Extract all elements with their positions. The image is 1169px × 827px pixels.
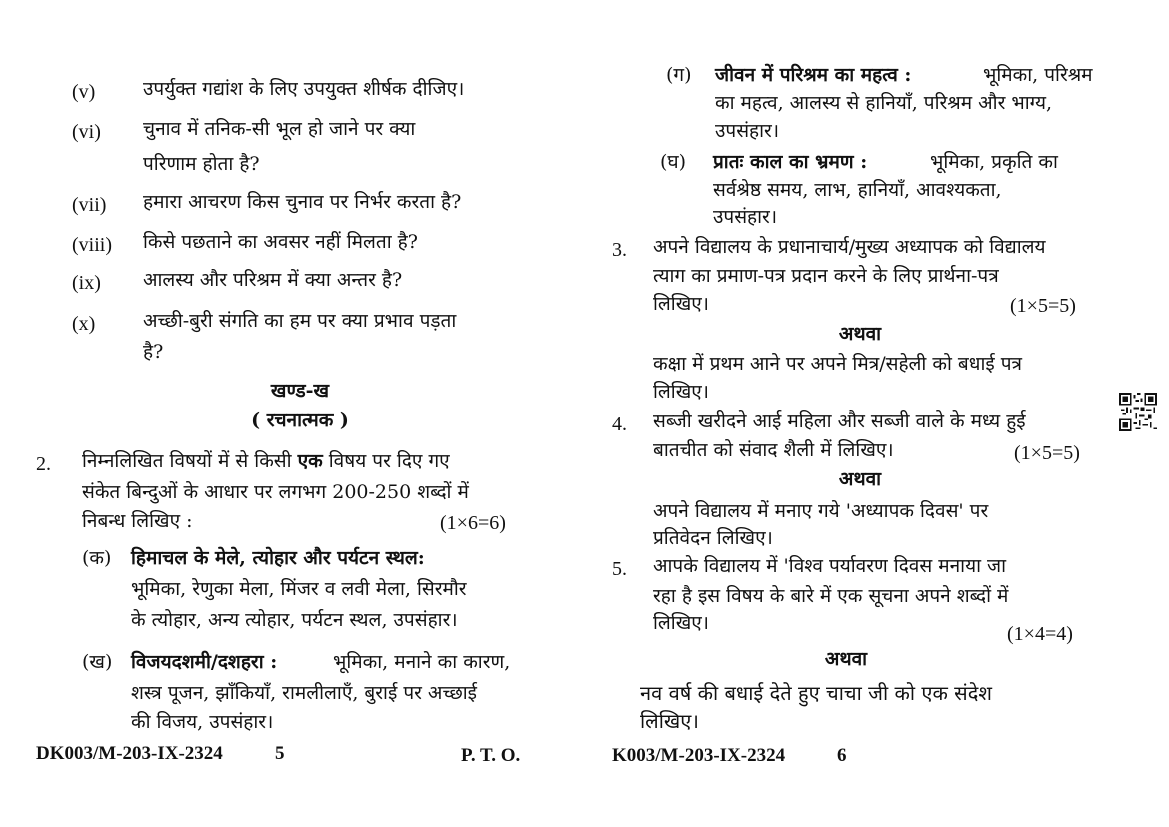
q4-alt-line-1: अपने विद्यालय में मनाए गये 'अध्यापक दिवस' पर [653, 500, 989, 522]
opt-gha-line-3: उपसंहार। [713, 206, 778, 228]
opt-ka-heading: हिमाचल के मेले, त्योहार और पर्यटन स्थल: [131, 547, 425, 569]
opt-kha-line-2: शस्त्र पूजन, झाँकियाँ, रामलीलाएँ, बुराई पर अच्छाई [131, 682, 478, 704]
q-label-viii: (viii) [72, 234, 112, 256]
or-label-1: अथवा [838, 323, 882, 345]
q-text-x-2: है? [143, 341, 164, 363]
opt-ga-line-1: भूमिका, परिश्रम [983, 64, 1093, 86]
q-text-vii: हमारा आचरण किस चुनाव पर निर्भर करता है? [143, 191, 462, 213]
q3-line-1: अपने विद्यालय के प्रधानाचार्य/मुख्य अध्यापक को विद्यालय [653, 236, 1046, 258]
q3-line-3: लिखिए। [653, 293, 709, 315]
q4-line-1: सब्जी खरीदने आई महिला और सब्जी वाले के मध्य हुई [653, 410, 1026, 432]
right-footer-page: 6 [837, 745, 847, 766]
q4-alt-line-2: प्रतिवेदन लिखिए। [653, 527, 773, 549]
q3-marks: (1×5=5) [1010, 295, 1076, 317]
opt-kha-line-1: भूमिका, मनाने का कारण, [333, 651, 511, 673]
q-text-v: उपर्युक्त गद्यांश के लिए उपयुक्त शीर्षक दीजिए। [143, 78, 465, 100]
q2-line-1: निम्नलिखित विषयों में से किसी एक विषय पर दिए गए [82, 450, 450, 472]
q-text-ix: आलस्य और परिश्रम में क्या अन्तर है? [143, 269, 403, 291]
opt-ga-heading: जीवन में परिश्रम का महत्व : [715, 64, 912, 86]
q2-line-2: संकेत बिन्दुओं के आधार पर लगभग 200-250 शब्दों में [82, 481, 469, 503]
q5-marks: (1×4=4) [1007, 623, 1073, 645]
q3-alt-line-2: लिखिए। [653, 381, 709, 403]
q-text-viii: किसे पछताने का अवसर नहीं मिलता है? [143, 231, 418, 253]
q4-marks: (1×5=5) [1014, 442, 1080, 464]
q5-alt-line-1: नव वर्ष की बधाई देते हुए चाचा जी को एक संदेश [640, 681, 992, 705]
opt-kha-line-3: की विजय, उपसंहार। [131, 711, 274, 733]
left-footer-page: 5 [275, 743, 285, 764]
section-subtitle: ( रचनात्मक ) [251, 409, 349, 431]
q5-line-1: आपके विद्यालय में 'विश्व पर्यावरण दिवस मनाया जा [653, 555, 1007, 577]
q3-line-2: त्याग का प्रमाण-पत्र प्रदान करने के लिए प्रार्थना-पत्र [653, 265, 999, 287]
opt-ka-label: (क) [82, 547, 112, 569]
q3-alt-line-1: कक्षा में प्रथम आने पर अपने मित्र/सहेली को बधाई पत्र [653, 353, 1023, 375]
opt-gha-line-1: भूमिका, प्रकृति का [930, 151, 1058, 173]
q3-number: 3. [612, 239, 627, 261]
qr-code-icon [1119, 393, 1157, 431]
opt-kha-label: (ख) [82, 651, 113, 673]
opt-ga-label: (ग) [666, 64, 692, 86]
opt-ga-line-3: उपसंहार। [715, 120, 780, 142]
q5-line-3: लिखिए। [653, 612, 709, 634]
q-label-v: (v) [72, 81, 96, 103]
left-footer-pto: P. T. O. [461, 745, 521, 766]
opt-ga-line-2: का महत्व, आलस्य से हानियाँ, परिश्रम और भाग्य, [715, 92, 1053, 114]
q5-line-2: रहा है इस विषय के बारे में एक सूचना अपने शब्दों में [653, 585, 1009, 607]
opt-kha-heading: विजयदशमी/दशहरा : [131, 651, 278, 673]
q-text-vi-2: परिणाम होता है? [143, 153, 260, 175]
opt-ka-line-1: भूमिका, रेणुका मेला, मिंजर व लवी मेला, सिरमौर [131, 578, 467, 600]
q2-marks: (1×6=6) [440, 512, 506, 534]
q-text-x-1: अच्छी-बुरी संगति का हम पर क्या प्रभाव पड़ता [143, 310, 457, 332]
q2-number: 2. [36, 453, 51, 475]
q5-number: 5. [612, 558, 627, 580]
left-footer-code: DK003/M-203-IX-2324 [36, 743, 223, 764]
opt-gha-label: (घ) [660, 151, 687, 173]
q-label-vii: (vii) [72, 194, 107, 216]
right-footer-code: K003/M-203-IX-2324 [612, 745, 786, 766]
q-label-x: (x) [72, 313, 96, 335]
opt-gha-line-2: सर्वश्रेष्ठ समय, लाभ, हानियाँ, आवश्यकता, [713, 179, 1002, 201]
or-label-2: अथवा [838, 468, 882, 490]
opt-ka-line-2: के त्योहार, अन्य त्योहार, पर्यटन स्थल, उपसंहार। [131, 609, 458, 631]
q-label-ix: (ix) [72, 272, 101, 294]
q4-number: 4. [612, 413, 627, 435]
q-text-vi-1: चुनाव में तनिक-सी भूल हो जाने पर क्या [143, 118, 416, 140]
q2-line-3: निबन्ध लिखिए : [82, 510, 193, 532]
or-label-3: अथवा [824, 648, 868, 670]
opt-gha-heading: प्रातः काल का भ्रमण : [713, 151, 868, 173]
q-label-vi: (vi) [72, 121, 101, 143]
q4-line-2: बातचीत को संवाद शैली में लिखिए। [653, 439, 894, 461]
q5-alt-line-2: लिखिए। [640, 709, 699, 733]
section-title: खण्ड-ख [270, 380, 330, 402]
